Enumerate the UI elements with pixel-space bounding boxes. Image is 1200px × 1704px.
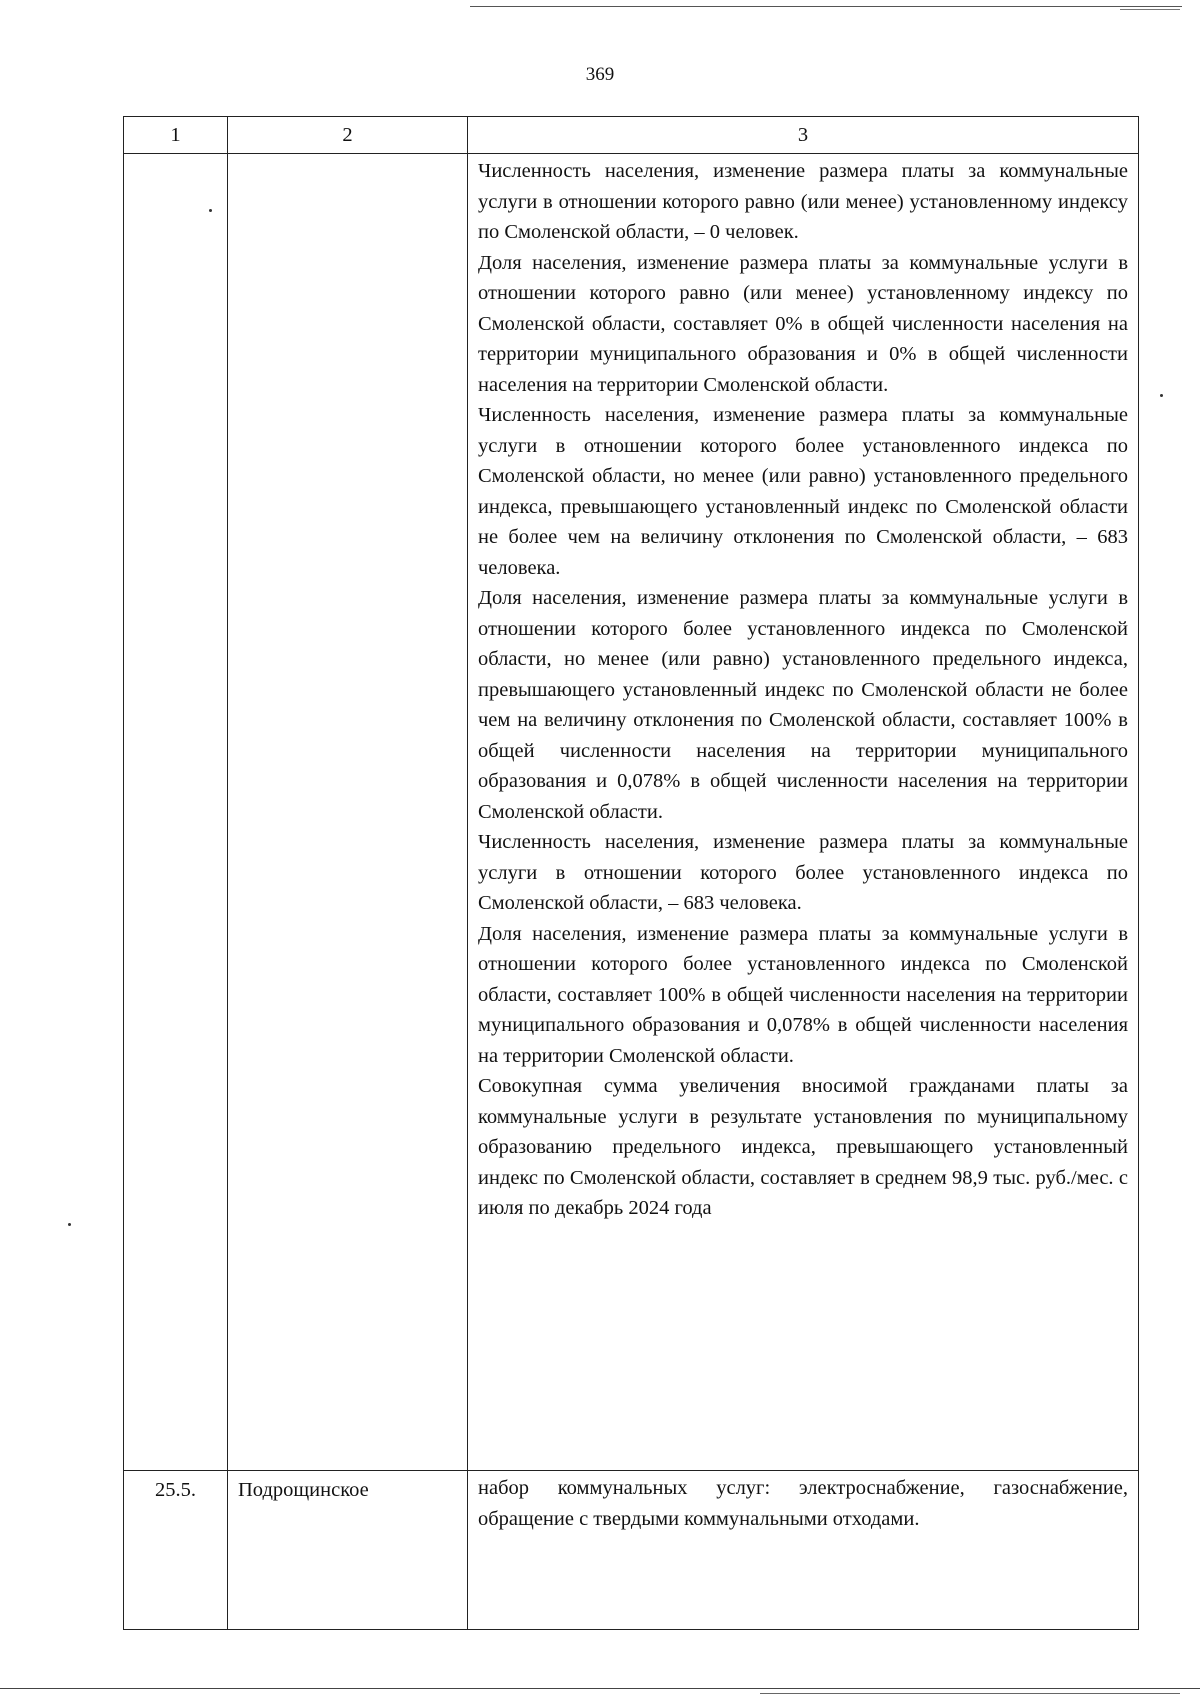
- table-row: [124, 1471, 1139, 1630]
- column-header-2: 2: [228, 117, 468, 154]
- scan-speck: [68, 1223, 71, 1226]
- paragraph: Доля населения, изменение размера платы за коммунальные услуги в отношении которого более установленного индекса по Смоленской области, но менее (или равно) установленного предельного индекса, превышающего установленный индекс по Смоленской области не более чем на величину отклонения по Смоленской области, составляет 100% в общей численности населения на территории муниципального образования и 0,078% в общей численности населения на территории Смоленской области.: [478, 587, 1128, 823]
- municipality-name: Подрощинское: [228, 1471, 468, 1630]
- table-header-row: [124, 117, 1139, 154]
- page-number: 369: [585, 64, 615, 85]
- description-cell: [468, 1471, 1139, 1630]
- row-number: [124, 154, 228, 1471]
- scan-speck: [1160, 394, 1163, 397]
- paragraph: Доля населения, изменение размера платы за коммунальные услуги в отношении которого равно (или менее) установленному индексу по Смоленской области, составляет 0% в общей численности населения на территории муниципального образования и 0% в общей численности населения на территории Смоленской области.: [478, 251, 1128, 396]
- row-number: 25.5.: [124, 1471, 228, 1630]
- description-cell: [468, 154, 1139, 1471]
- table-row: [124, 154, 1139, 1471]
- data-table: [123, 116, 1139, 1630]
- paragraph: Доля населения, изменение размера платы за коммунальные услуги в отношении которого более установленного индекса по Смоленской области, составляет 100% в общей численности населения на территории муниципального образования и 0,078% в общей численности населения на территории Смоленской области.: [478, 922, 1128, 1067]
- column-header-3: 3: [468, 117, 1139, 154]
- scan-edge-line: [760, 1693, 1180, 1694]
- paragraph: Численность населения, изменение размера платы за коммунальные услуги в отношении которого более установленного индекса по Смоленской области, но менее (или равно) установленного предельного индекса, превышающего установленный индекс по Смоленской области не более чем на величину отклонения по Смоленской области, – 683 человека.: [478, 404, 1128, 579]
- scan-edge-line: [0, 1688, 1200, 1689]
- column-header-1: 1: [124, 117, 228, 154]
- paragraph: Совокупная сумма увеличения вносимой гражданами платы за коммунальные услуги в результате установления по муниципальному образованию предельного индекса, превышающего установленный индекс по Смоленской области, составляет в среднем 98,9 тыс. руб./мес. с июля по декабрь 2024 года: [478, 1075, 1128, 1219]
- scan-edge-line: [1120, 9, 1180, 10]
- scan-speck: [209, 209, 212, 212]
- paragraph: Численность населения, изменение размера платы за коммунальные услуги в отношении которого равно (или менее) установленному индексу по Смоленской области, – 0 человек.: [478, 160, 1128, 243]
- paragraph: Численность населения, изменение размера платы за коммунальные услуги в отношении которого более установленного индекса по Смоленской области, – 683 человека.: [478, 831, 1128, 914]
- paragraph: набор коммунальных услуг: электроснабжение, газоснабжение, обращение с твердыми коммунальными отходами.: [478, 1477, 1128, 1530]
- municipality-name: [228, 154, 468, 1471]
- scan-edge-line: [470, 6, 1182, 7]
